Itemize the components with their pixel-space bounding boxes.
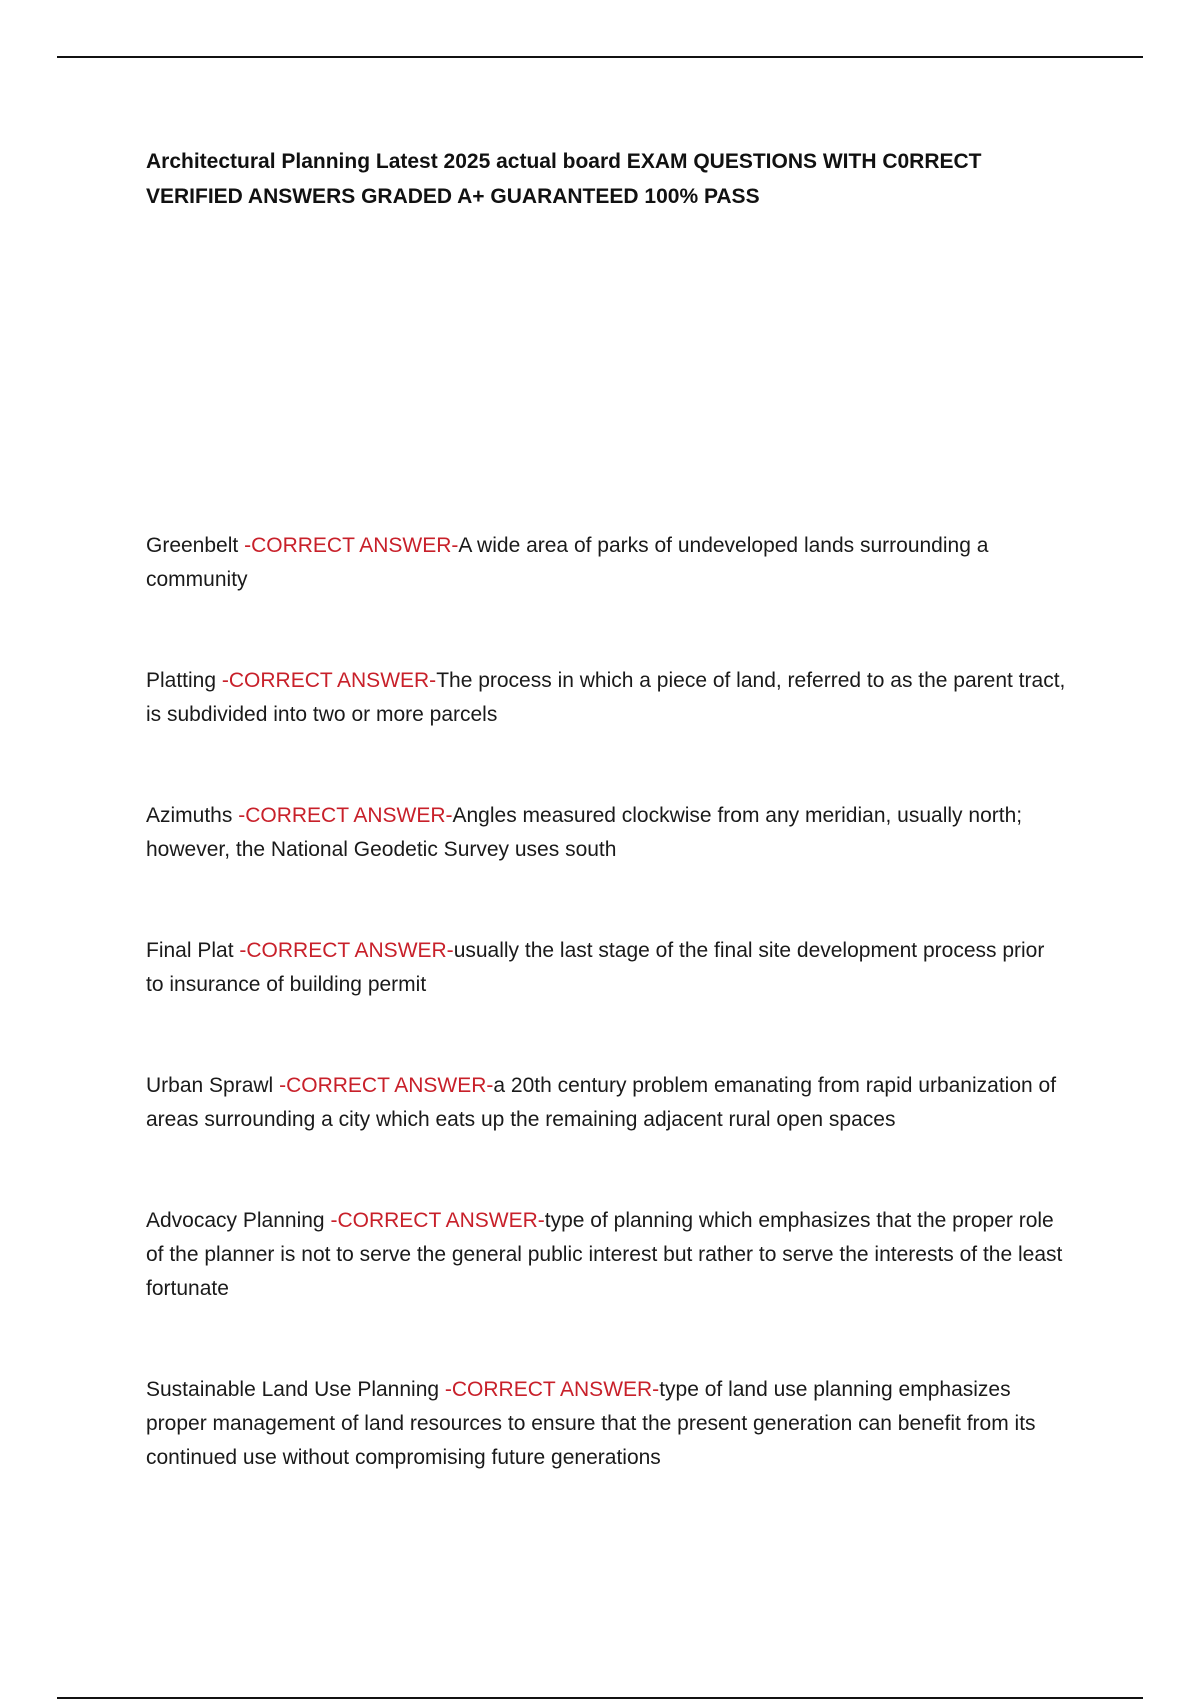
- qa-list: [146, 529, 1066, 1542]
- answer-marker: -CORRECT ANSWER-: [221, 669, 437, 692]
- qa-entry: [146, 1069, 1066, 1137]
- term: Sustainable Land Use Planning: [146, 1378, 440, 1401]
- answer-marker: -CORRECT ANSWER-: [444, 1378, 660, 1401]
- answer-marker: -CORRECT ANSWER-: [330, 1209, 545, 1232]
- qa-entry: [146, 664, 1066, 732]
- bottom-divider: [57, 1697, 1143, 1699]
- definition: usually the last stage of the final site development process prior to insurance of building permit: [146, 939, 1045, 996]
- qa-entry: [146, 529, 1066, 597]
- qa-entry: [146, 799, 1066, 867]
- definition: a 20th century problem emanating from rapid urbanization of areas surrounding a city which eats up the remaining adjacent rural open spaces: [146, 1074, 1057, 1131]
- answer-marker: -CORRECT ANSWER-: [244, 534, 459, 557]
- term: Azimuths: [146, 804, 233, 827]
- definition: type of planning which emphasizes that the proper role of the planner is not to serve the general public interest but rather to serve the interests of the least fortunate: [146, 1209, 1063, 1300]
- qa-entry: [146, 934, 1066, 1002]
- term: Final Plat: [146, 939, 234, 962]
- document-title: Architectural Planning Latest 2025 actual board EXAM QUESTIONS WITH C0RRECT VERIFIED ANSWERS GRADED A+ GUARANTEED 100% PASS: [146, 150, 982, 208]
- qa-entry: [146, 1373, 1066, 1475]
- definition: type of land use planning emphasizes proper management of land resources to ensure that the present generation can benefit from its continued use without compromising future generations: [146, 1378, 1036, 1469]
- term: Urban Sprawl: [146, 1074, 274, 1097]
- term: Greenbelt: [146, 534, 239, 557]
- top-divider: [57, 56, 1143, 58]
- definition: Angles measured clockwise from any meridian, usually north; however, the National Geodetic Survey uses south: [146, 804, 1023, 861]
- definition: The process in which a piece of land, referred to as the parent tract, is subdivided into two or more parcels: [146, 669, 1066, 726]
- answer-marker: -CORRECT ANSWER-: [279, 1074, 494, 1097]
- term: Platting: [146, 669, 217, 692]
- answer-marker: -CORRECT ANSWER-: [238, 804, 453, 827]
- answer-marker: -CORRECT ANSWER-: [239, 939, 454, 962]
- qa-entry: [146, 1204, 1066, 1306]
- term: Advocacy Planning: [146, 1209, 325, 1232]
- definition: A wide area of parks of undeveloped lands surrounding a community: [146, 534, 989, 591]
